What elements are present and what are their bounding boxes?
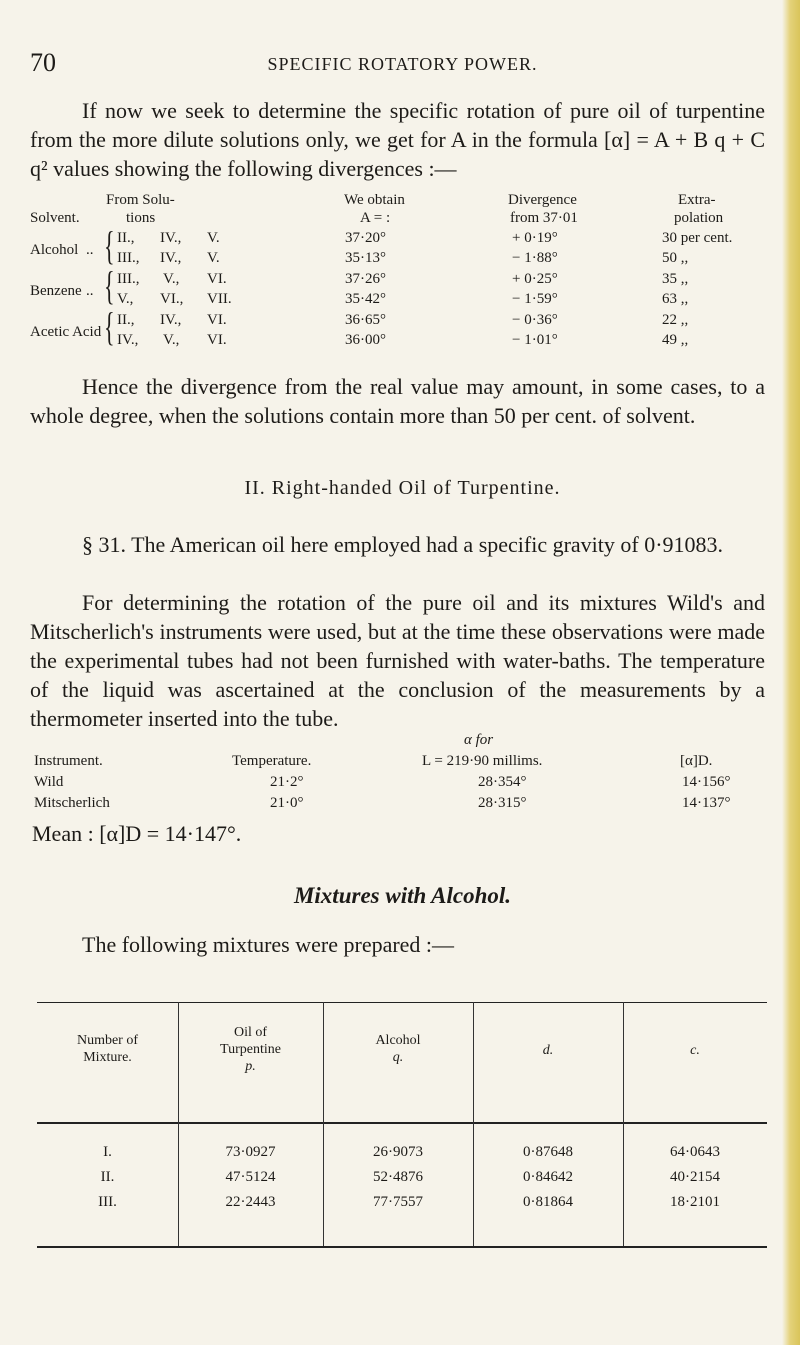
value-a: 36·00° — [345, 332, 386, 348]
brace-icon: { — [104, 263, 115, 308]
value-divergence: − 1·01° — [512, 332, 558, 348]
value-extrapolation: 30 per cent. — [662, 230, 733, 246]
solution-3: VI. — [207, 312, 227, 328]
value-extrapolation: 49 ,, — [662, 332, 689, 348]
mixture-q: 26·9073 — [373, 1144, 423, 1160]
instrument-alpha: 28·315° — [478, 795, 527, 811]
divergence-row — [30, 291, 775, 311]
value-divergence: − 1·59° — [512, 291, 558, 307]
header-line: Mixture. — [83, 1050, 132, 1065]
header-alpha-d: [α]D. — [680, 753, 713, 769]
instrument-alpha-d: 14·156° — [682, 774, 731, 790]
leader-dots: .. — [86, 242, 94, 258]
solution-3: VI. — [207, 271, 227, 287]
page-header — [30, 48, 775, 78]
mixture-q: 77·7557 — [373, 1194, 423, 1210]
running-head: SPECIFIC ROTATORY POWER. — [267, 54, 538, 74]
solution-2: V., — [163, 271, 180, 287]
instrument-temperature: 21·2° — [270, 774, 304, 790]
mixture-p: 73·0927 — [225, 1144, 276, 1160]
page-number: 70 — [30, 48, 56, 77]
header-length: L = 219·90 millims. — [422, 753, 543, 769]
value-a: 35·13° — [345, 250, 386, 266]
header-line: Turpentine — [220, 1042, 281, 1057]
header-we-obtain-2: A = : — [360, 210, 391, 226]
solution-2: VI., — [160, 291, 184, 307]
value-divergence: − 1·88° — [512, 250, 558, 266]
divergence-row — [30, 230, 775, 250]
solution-2: IV., — [160, 230, 182, 246]
table-top-rule — [37, 1002, 767, 1003]
mixture-d: 0·81864 — [523, 1194, 573, 1210]
paragraph-intro: If now we seek to determine the specific rotation of pure oil of turpentine from the more dilute solutions only, we get for A in the formula [α] = A + B q + C q² values showing the following divergences :— — [30, 98, 765, 181]
header-line: p. — [245, 1059, 256, 1074]
header-we-obtain: We obtain — [344, 192, 405, 208]
header-instrument: Instrument. — [34, 753, 103, 769]
instrument-name: Wild — [34, 774, 64, 790]
paragraph-hence: Hence the divergence from the real value may amount, in some cases, to a whole degree, when the solutions contain more than 50 per cent. of solvent. — [30, 374, 765, 428]
solution-2: IV., — [160, 312, 182, 328]
instrument-row — [30, 795, 775, 815]
solution-1: II., — [117, 312, 135, 328]
header-oil-of-turpentine — [178, 1024, 323, 1075]
paragraph-section-31: § 31. The American oil here employed had a specific gravity of 0·91083. — [82, 532, 724, 557]
instrument-header-row-0 — [30, 732, 775, 752]
header-alcohol — [323, 1032, 473, 1066]
mean-value: Mean : [α]D = 14·147°. — [32, 821, 242, 846]
header-d: d. — [542, 1043, 554, 1058]
instrument-row — [30, 774, 775, 794]
page-edge-stain — [782, 0, 800, 1345]
header-extrapolation-2: polation — [674, 210, 724, 226]
header-divergence: Divergence — [508, 192, 577, 208]
solution-3: VII. — [207, 291, 232, 307]
solution-1: III., — [117, 250, 140, 266]
solution-1: IV., — [117, 332, 139, 348]
divergence-row — [30, 271, 775, 291]
solution-2: IV., — [160, 250, 182, 266]
solution-2: V., — [163, 332, 180, 348]
mixtures-intro: The following mixtures were prepared :— — [82, 932, 455, 957]
mixture-q: 52·4876 — [373, 1169, 423, 1185]
instrument-temperature: 21·0° — [270, 795, 304, 811]
mixture-p: 22·2443 — [225, 1194, 276, 1210]
value-extrapolation: 35 ,, — [662, 271, 689, 287]
value-a: 36·65° — [345, 312, 386, 328]
divergence-row — [30, 332, 775, 352]
instrument-header-row — [30, 753, 775, 773]
divergence-header-row-2 — [30, 210, 775, 230]
mixture-p: 47·5124 — [225, 1169, 276, 1185]
value-extrapolation: 63 ,, — [662, 291, 689, 307]
value-a: 35·42° — [345, 291, 386, 307]
solvent-label: Benzene — [30, 283, 82, 299]
solution-1: II., — [117, 230, 135, 246]
mixtures-heading: Mixtures with Alcohol. — [293, 883, 512, 908]
value-a: 37·26° — [345, 271, 386, 287]
header-c: c. — [690, 1043, 700, 1058]
value-divergence: − 0·36° — [512, 312, 558, 328]
mixture-number: II. — [100, 1169, 115, 1185]
header-line: q. — [392, 1050, 404, 1065]
mixture-c: 40·2154 — [670, 1169, 720, 1185]
divergence-row — [30, 250, 775, 270]
instrument-alpha: 28·354° — [478, 774, 527, 790]
header-extrapolation: Extra- — [678, 192, 716, 208]
solvent-label: Alcohol — [30, 242, 79, 258]
alpha-for-label: α for — [464, 732, 494, 748]
mixture-number: III. — [98, 1194, 117, 1210]
brace-icon: { — [104, 223, 115, 268]
solution-3: V. — [207, 230, 220, 246]
header-line: Number of — [76, 1033, 139, 1048]
brace-icon: { — [104, 304, 115, 349]
header-number-of-mixture — [37, 1032, 178, 1066]
mixture-number: I. — [103, 1144, 112, 1160]
header-temperature: Temperature. — [232, 753, 312, 769]
value-divergence: + 0·19° — [512, 230, 558, 246]
value-divergence: + 0·25° — [512, 271, 558, 287]
mixtures-table — [37, 1002, 767, 1248]
divergence-row — [30, 312, 775, 332]
instrument-name: Mitscherlich — [34, 795, 110, 811]
mixture-c: 18·2101 — [670, 1194, 720, 1210]
solution-1: V., — [117, 291, 134, 307]
table-header-rule — [37, 1122, 767, 1124]
table-bottom-rule — [37, 1246, 767, 1248]
header-line: Oil of — [233, 1025, 268, 1040]
solution-3: VI. — [207, 332, 227, 348]
solvent-label: Acetic Acid — [30, 324, 102, 340]
leader-dots: .. — [86, 283, 94, 299]
mixture-d: 0·87648 — [523, 1144, 573, 1160]
value-a: 37·20° — [345, 230, 386, 246]
divergence-header-row-1 — [30, 192, 775, 212]
solution-1: III., — [117, 271, 140, 287]
section-heading: II. Right-handed Oil of Turpentine. — [244, 477, 561, 499]
value-extrapolation: 22 ,, — [662, 312, 689, 328]
header-line: Alcohol — [375, 1033, 421, 1048]
header-from-solutions: From Solu- — [106, 192, 175, 208]
header-solvent: Solvent. — [30, 210, 80, 226]
mixture-d: 0·84642 — [523, 1169, 573, 1185]
value-extrapolation: 50 ,, — [662, 250, 689, 266]
instrument-alpha-d: 14·137° — [682, 795, 731, 811]
header-divergence-2: from 37·01 — [510, 210, 578, 226]
solution-3: V. — [207, 250, 220, 266]
header-from-solutions-2: tions — [126, 210, 156, 226]
paragraph-determining: For determining the rotation of the pure oil and its mixtures Wild's and Mitscherlich's instruments were used, but at the time these observations were made the experimental tubes had not been furnished with water-baths. The temperature of the liquid was ascertained at the conclusion of the measurements by a thermometer inserted into the tube. — [30, 590, 765, 731]
mixture-c: 64·0643 — [670, 1144, 720, 1160]
